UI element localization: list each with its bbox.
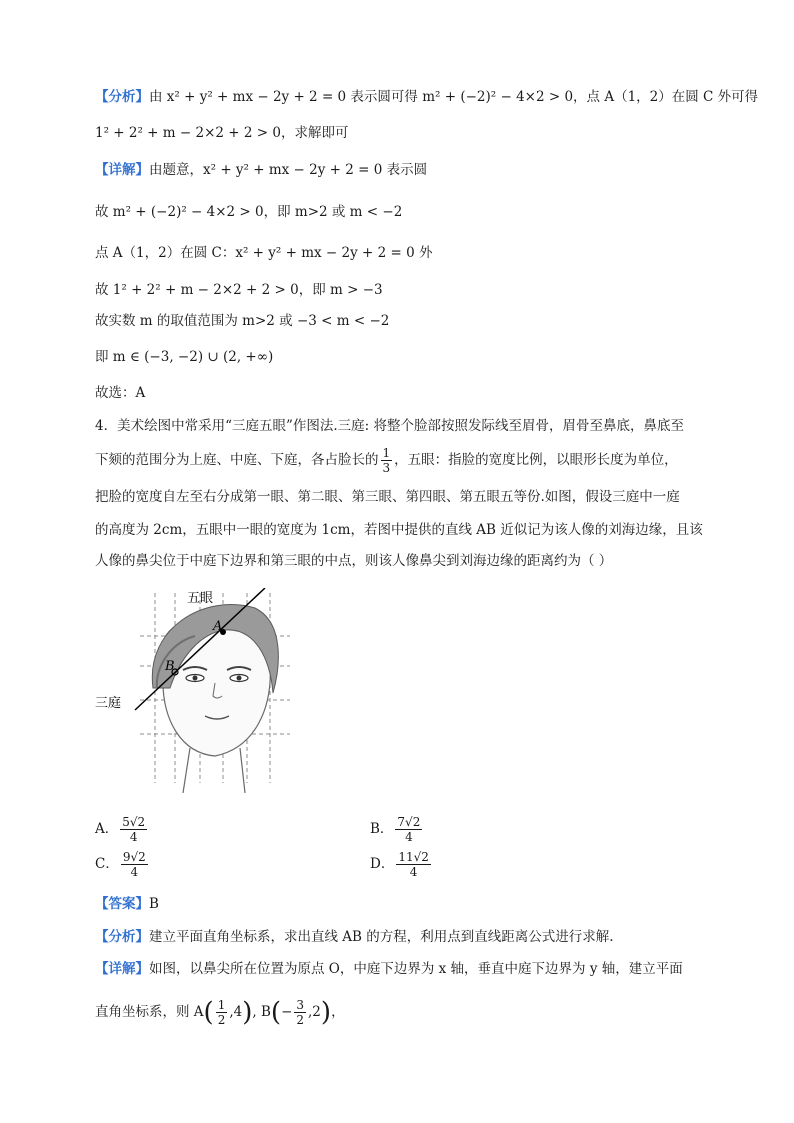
detail2-coords-intro: 直角坐标系，则 A — [95, 1004, 204, 1020]
option-b-num: 7√2 — [397, 815, 421, 829]
option-a[interactable] — [95, 815, 149, 844]
question-line-4: 的高度为 2cm，五眼中一眼的宽度为 1cm，若图中提供的直线 AB 近似记为该人像的刘海边缘，且该 — [95, 522, 703, 538]
detail2-text: 如图，以鼻尖所在位置为原点 O，中庭下边界为 x 轴，垂直中庭下边界为 y 轴，建立平面 — [149, 961, 683, 977]
option-a-num: 5√2 — [122, 815, 146, 829]
option-c-letter: C． — [95, 856, 119, 872]
option-d-den: 4 — [409, 865, 418, 879]
fraction-denominator: 3 — [382, 461, 391, 475]
a-x-den: 2 — [217, 1013, 226, 1027]
detail2-tag: 【详解】 — [95, 961, 149, 977]
fraction-numerator: 1 — [382, 446, 391, 460]
question-text-a: 下颏的范围分为上庭、中庭、下庭，各占脸长的 — [95, 452, 379, 468]
a-y: ,4 — [229, 1004, 243, 1020]
paren-open-b: ( — [270, 997, 282, 1028]
paren-close-a: ) — [242, 997, 253, 1028]
three-courts-five-eyes-figure — [95, 588, 305, 798]
option-b-fraction — [395, 815, 422, 844]
b-x-den: 2 — [296, 1013, 305, 1027]
a-x-num: 1 — [217, 998, 226, 1012]
option-b-letter: B． — [370, 821, 394, 837]
analysis-line-2: 1² + 2² + m − 2×2 + 2 > 0，求解即可 — [95, 125, 349, 141]
one-third-fraction — [381, 446, 393, 475]
option-c-num: 9√2 — [122, 850, 146, 864]
question-text-b: ，五眼：指脸的宽度比例，以眼形长度为单位， — [394, 452, 678, 468]
detail-line-7: 故选：A — [95, 385, 146, 401]
question-line-3: 把脸的宽度自左至右分成第一眼、第二眼、第三眼、第四眼、第五眼五等份.如图，假设三庭中一庭 — [95, 489, 680, 505]
detail-text: 由题意，x² + y² + mx − 2y + 2 = 0 表示圆 — [149, 162, 428, 178]
detail-line-1 — [95, 161, 427, 179]
paren-open-a: ( — [203, 997, 214, 1028]
analysis-line-1 — [95, 88, 758, 106]
analysis2-line — [95, 928, 614, 946]
detail-line-3: 点 A（1，2）在圆 C：x² + y² + mx − 2y + 2 = 0 外 — [95, 245, 433, 261]
detail-line-5: 故实数 m 的取值范围为 m>2 或 −3 < m < −2 — [95, 313, 390, 329]
option-d-fraction — [396, 850, 431, 879]
option-a-fraction — [120, 815, 147, 844]
detail-tag: 【详解】 — [95, 162, 149, 178]
analysis-text: 由 x² + y² + mx − 2y + 2 = 0 表示圆可得 m² + (−2)² − 4×2 > 0，点 A（1，2）在圆 C 外可得 — [149, 89, 759, 105]
option-c-fraction — [121, 850, 148, 879]
option-a-letter: A． — [95, 821, 119, 837]
a-x-fraction — [216, 998, 228, 1027]
detail2-line-2 — [95, 996, 345, 1028]
three-courts-label: 三庭 — [95, 696, 122, 711]
detail-line-6: 即 m ∈ (−3, −2) ∪ (2, +∞) — [95, 349, 274, 365]
analysis2-text: 建立平面直角坐标系，求出直线 AB 的方程，利用点到直线距离公式进行求解. — [149, 929, 614, 945]
option-d-num: 11√2 — [398, 850, 429, 864]
answer-line — [95, 895, 159, 913]
five-eyes-label: 五眼 — [187, 591, 214, 606]
b-y: ,2 — [308, 1004, 321, 1020]
question-line-5: 人像的鼻尖位于中庭下边界和第三眼的中点，则该人像鼻尖到刘海边缘的距离约为（ ） — [95, 553, 613, 569]
detail-line-2: 故 m² + (−2)² − 4×2 > 0，即 m>2 或 m < −2 — [95, 204, 403, 220]
option-c[interactable] — [95, 850, 150, 879]
analysis2-tag: 【分析】 — [95, 929, 149, 945]
option-b[interactable] — [370, 815, 424, 844]
left-pupil — [193, 676, 198, 681]
question-line-2 — [95, 446, 678, 475]
b-x-num: 3 — [296, 998, 305, 1012]
question-line-1: 4．美术绘图中常采用“三庭五眼”作图法.三庭: 将整个脸部按照发际线至眉骨，眉骨至鼻底，鼻底至 — [95, 418, 685, 434]
option-d-letter: D． — [370, 856, 395, 872]
answer-tag: 【答案】 — [95, 896, 149, 912]
b-x-sign: − — [281, 1004, 293, 1020]
option-c-den: 4 — [130, 865, 139, 879]
paren-close-b: ) — [320, 997, 332, 1028]
point-b-label: B — [165, 659, 175, 674]
detail2-line-1 — [95, 960, 683, 978]
detail2-end: ， — [331, 1004, 345, 1020]
point-a-label: A — [213, 619, 223, 634]
option-a-den: 4 — [129, 830, 138, 844]
detail-line-4: 故 1² + 2² + m − 2×2 + 2 > 0，即 m > −3 — [95, 282, 383, 298]
analysis-tag: 【分析】 — [95, 89, 149, 105]
b-x-fraction — [294, 998, 306, 1027]
right-pupil — [237, 676, 242, 681]
option-b-den: 4 — [405, 830, 413, 844]
option-d[interactable] — [370, 850, 433, 879]
answer-value: B — [149, 896, 159, 912]
coord-separator: , B — [252, 1004, 271, 1020]
